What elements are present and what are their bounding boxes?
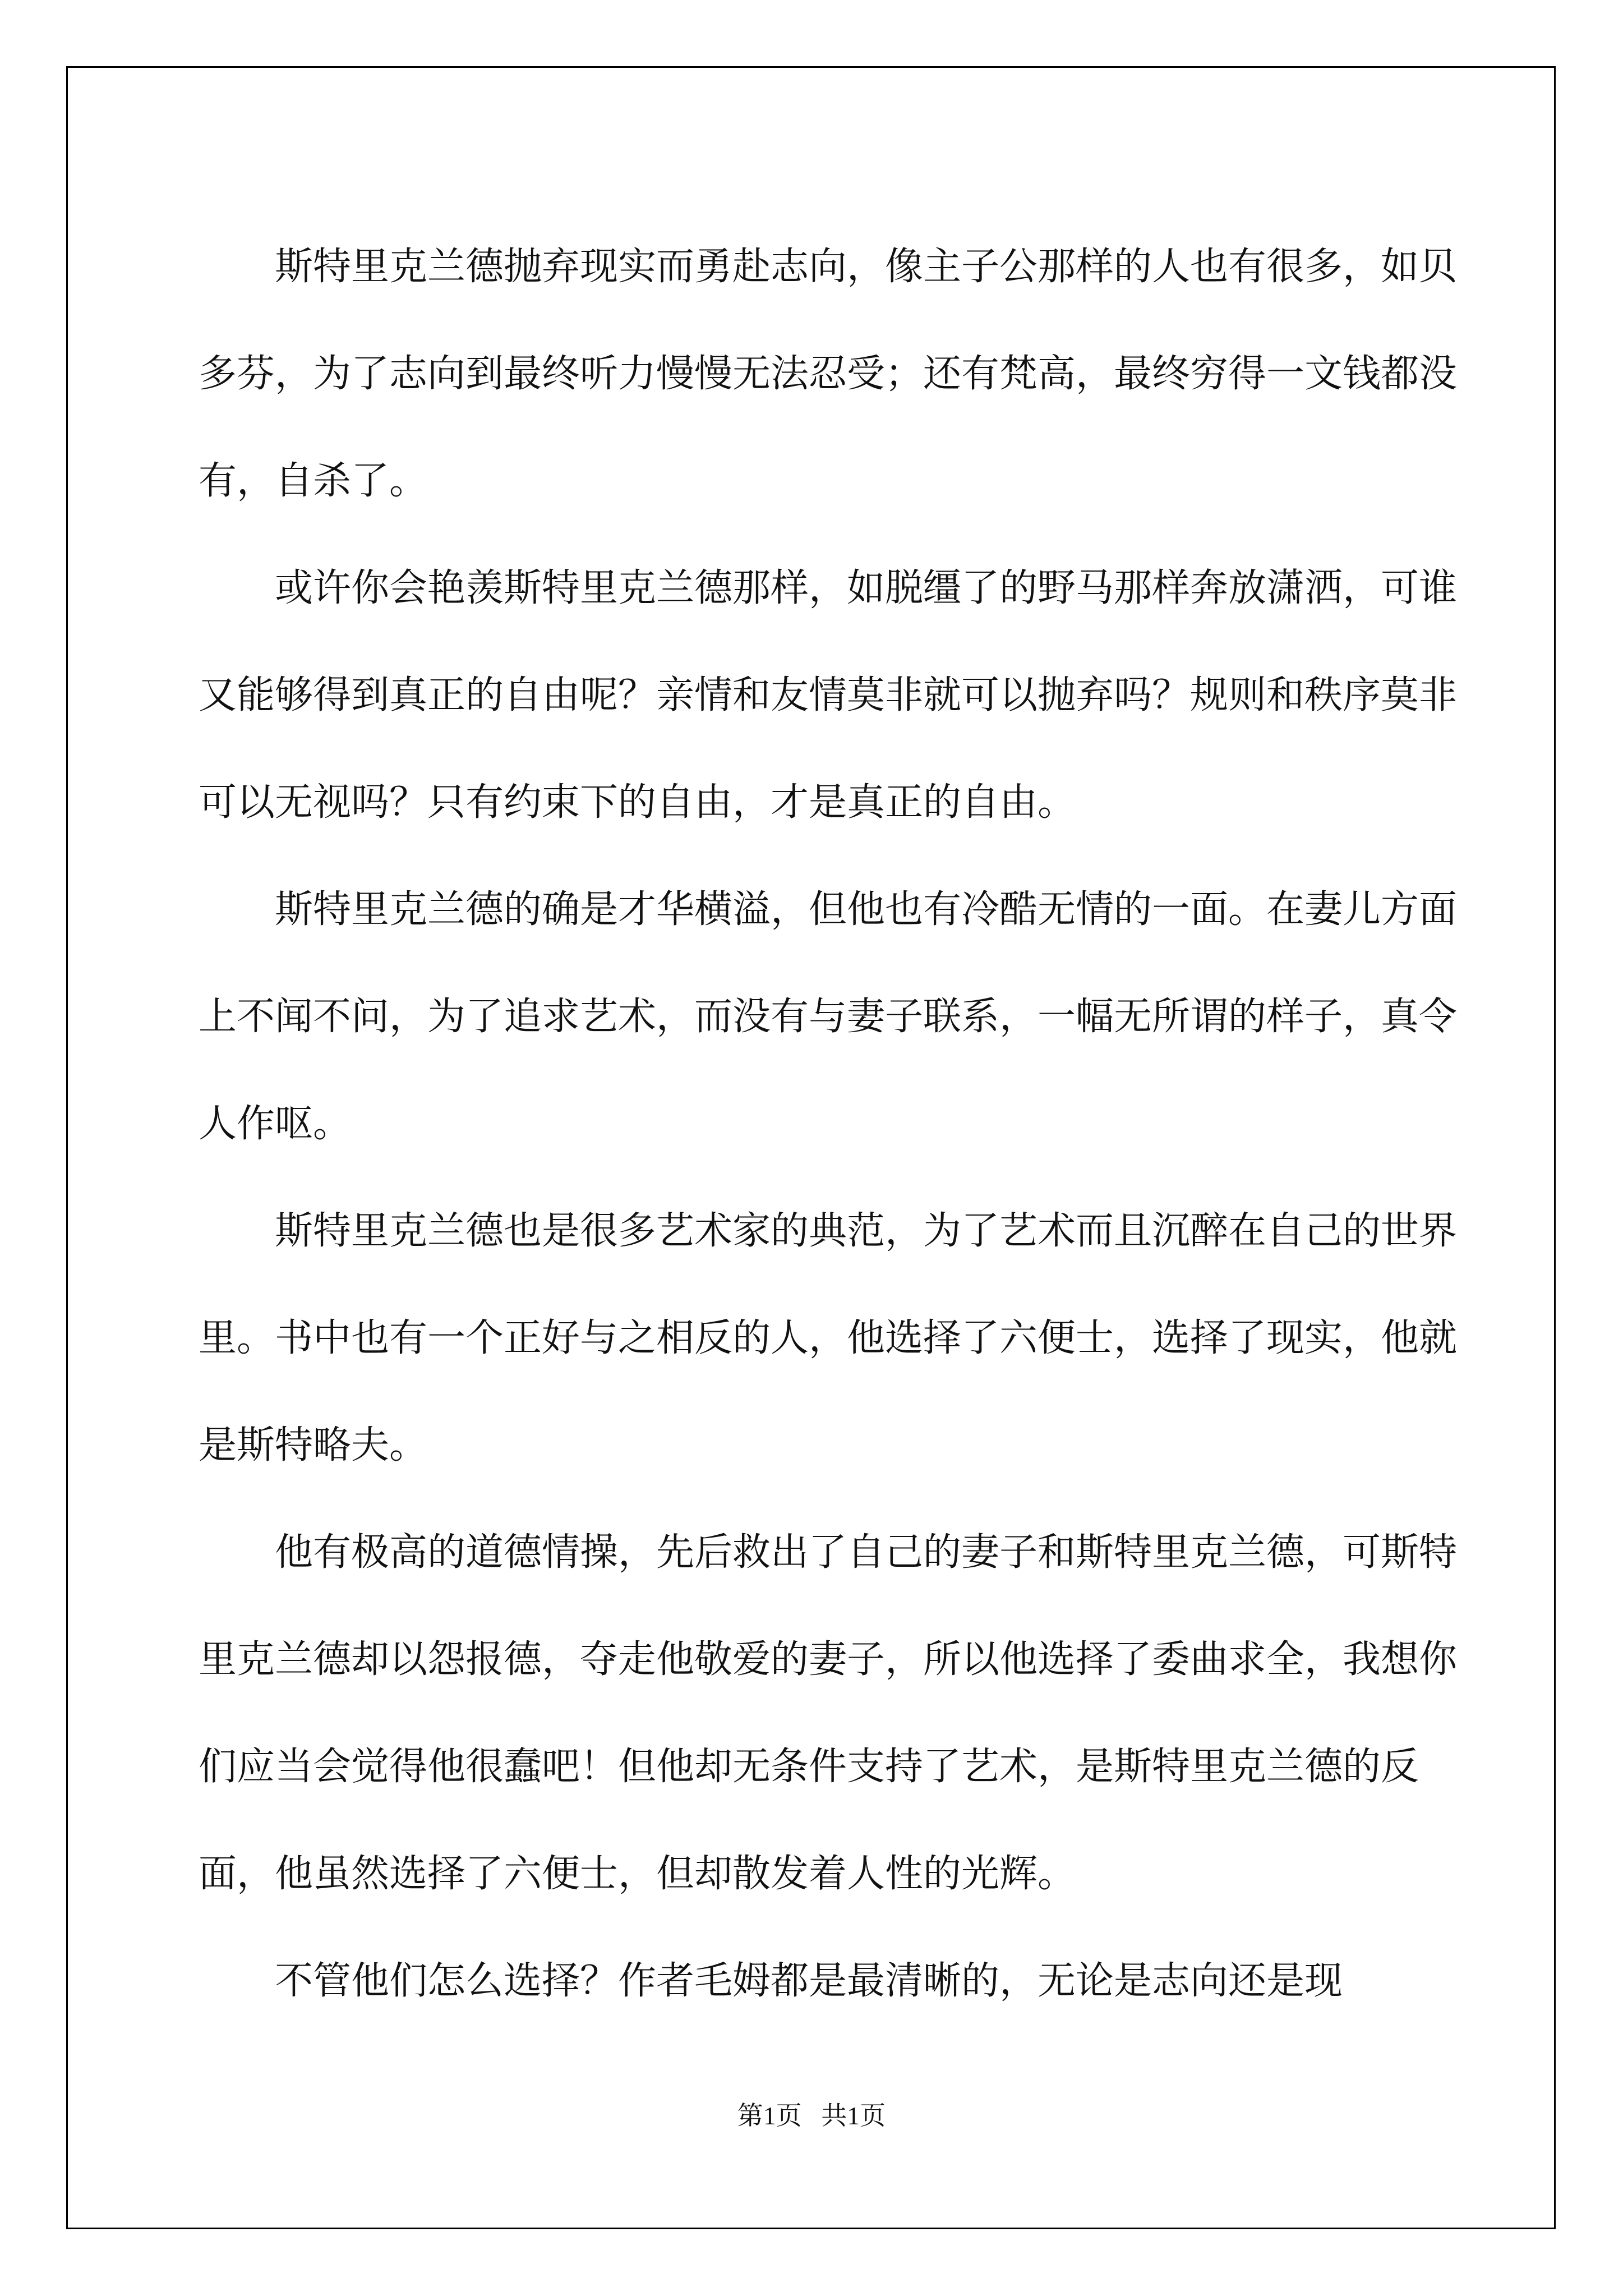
paragraph: 斯特里克兰德也是很多艺术家的典范，为了艺术而且沉醉在自己的世界里。书中也有一个正好与之相反的人，他选择了六便士，选择了现实，他就是斯特略夫。 — [199, 1209, 1458, 1467]
paragraph: 斯特里克兰德的确是才华横溢，但他也有冷酷无情的一面。在妻儿方面上不闻不问，为了追求艺术，而没有与妻子联系，一幅无所谓的样子，真令人作呕。 — [199, 887, 1458, 1146]
paragraph: 斯特里克兰德抛弃现实而勇赴志向，像主子公那样的人也有很多，如贝多芬，为了志向到最终听力慢慢无法忍受；还有梵高，最终穷得一文钱都没有，自杀了。 — [199, 245, 1458, 503]
document-body — [199, 213, 1472, 2035]
paragraph: 或许你会艳羡斯特里克兰德那样，如脱缰了的野马那样奔放潇洒，可谁又能够得到真正的自由呢？亲情和友情莫非就可以抛弃吗？规则和秩序莫非可以无视吗？只有约束下的自由，才是真正的自由。 — [199, 566, 1458, 825]
page-number-footer: 第1页 共1页 — [737, 2101, 886, 2130]
paragraph: 不管他们怎么选择？作者毛姆都是最清晰的，无论是志向还是现 — [275, 1959, 1343, 2003]
paragraph: 他有极高的道德情操，先后救出了自己的妻子和斯特里克兰德，可斯特里克兰德却以怨报德，夺走他敬爱的妻子，所以他选择了委曲求全，我想你们应当会觉得他很蠢吧！但他却无条件支持了艺术，是斯特里克兰德的反面，他虽然选择了六便士，但却散发着人性的光辉。 — [199, 1530, 1458, 1896]
